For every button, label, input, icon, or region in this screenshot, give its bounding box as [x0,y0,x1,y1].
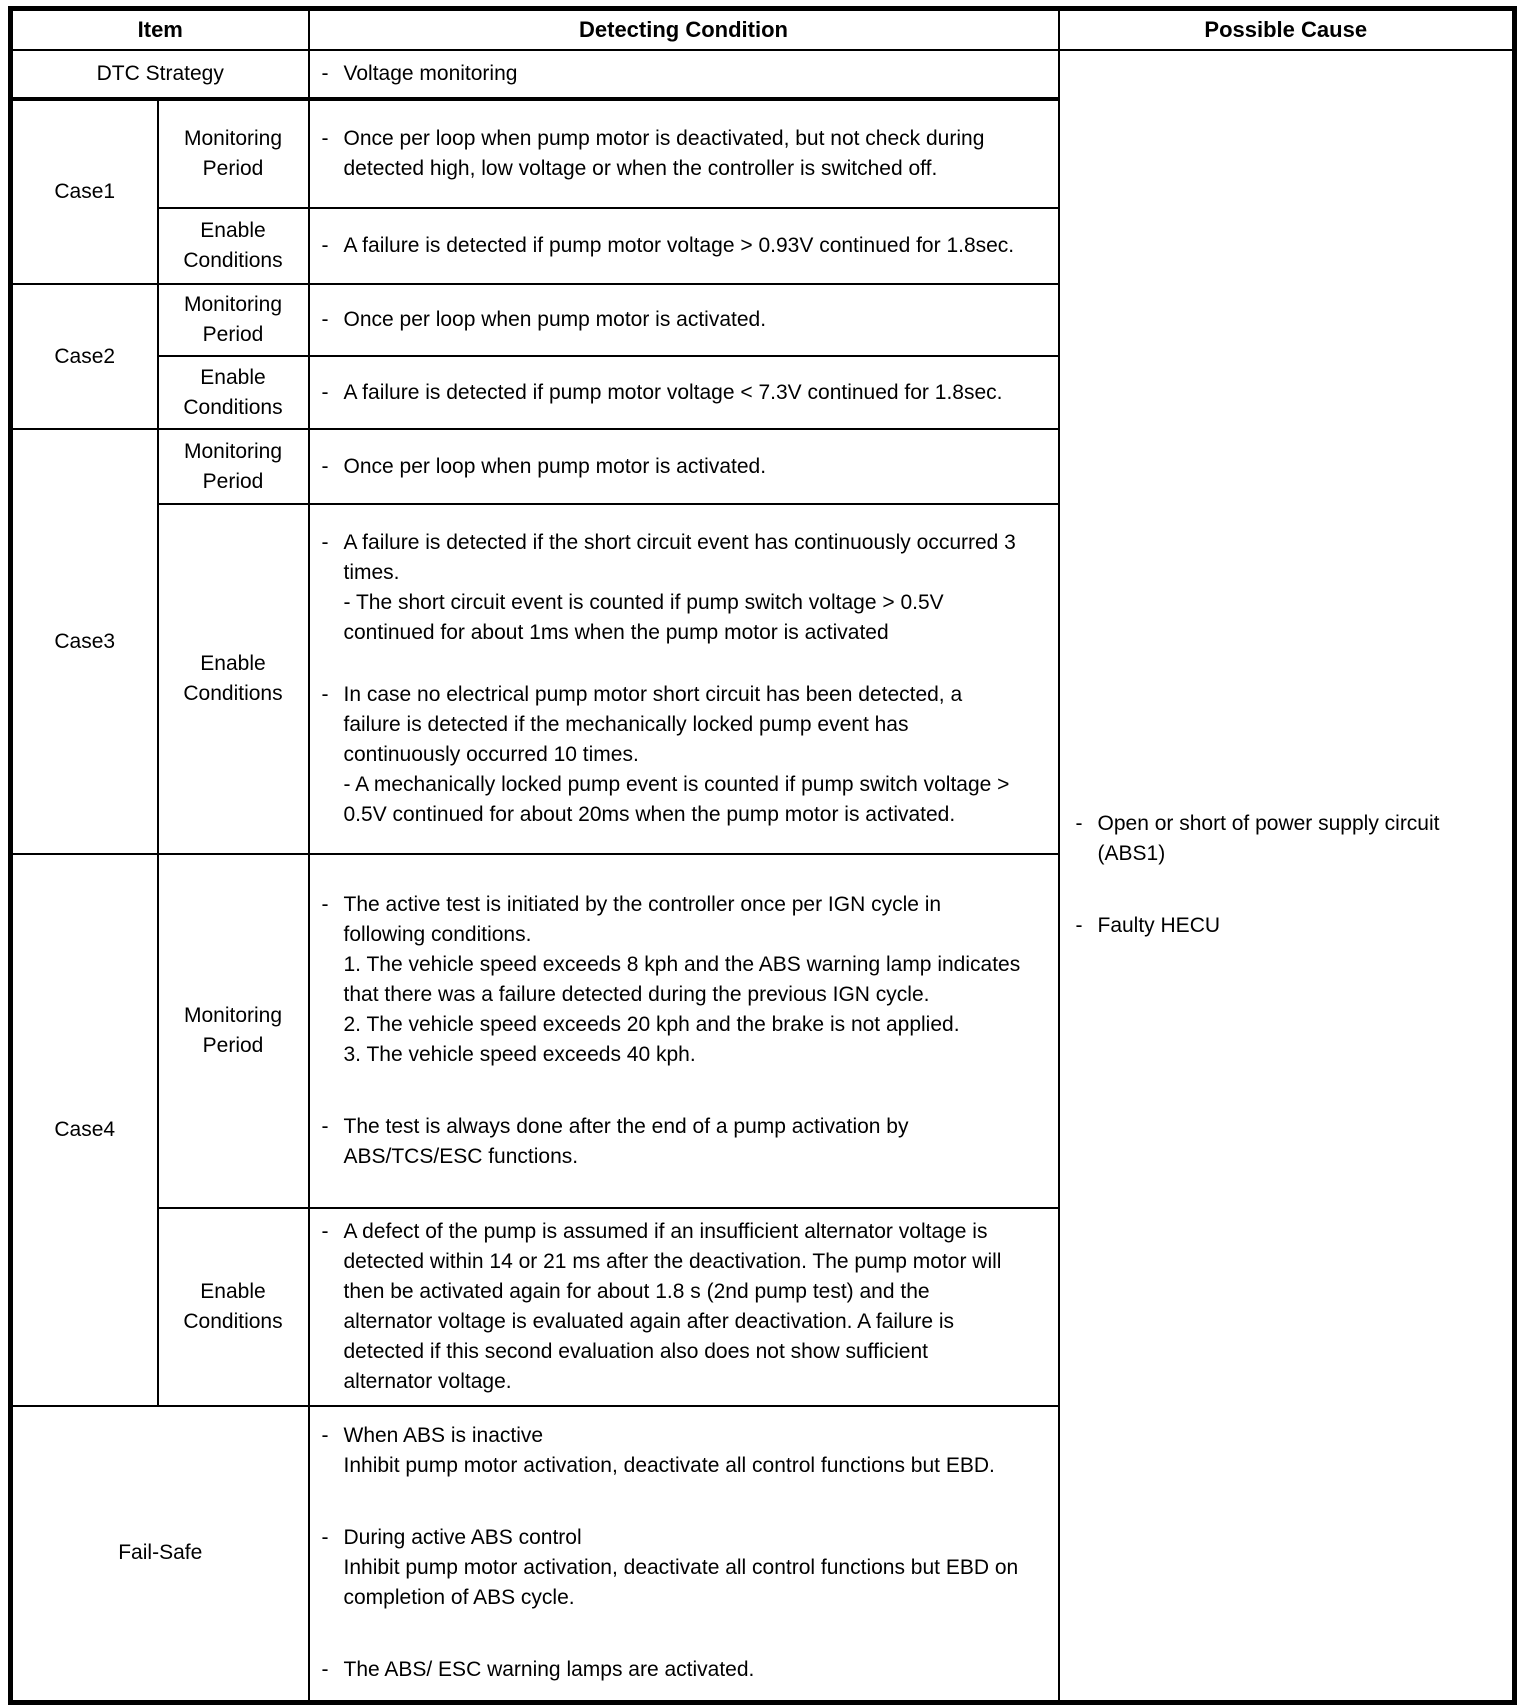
case3-label: Case3 [11,429,158,854]
case3-enable-label: Enable Conditions [158,504,309,854]
bullet-item: - Voltage monitoring [322,59,1022,89]
case4-label: Case4 [11,854,158,1406]
bullet-item: - In case no electrical pump motor short circuit has been detected, a failure is detected if the mechanically locked pump event has continuously occurred 10 times. [322,680,1022,770]
bullet-marker: - [321,234,329,257]
case1-monitoring-condition [309,99,1059,208]
row-dtc-strategy [11,50,1515,99]
paragraph-gap [322,648,1022,680]
bullet-marker: - [1075,914,1083,938]
bullet-item: - A failure is detected if the short circuit event has continuously occurred 3 times. [322,528,1022,588]
bullet-marker: - [321,1220,329,1243]
bullet-marker: - [321,1115,329,1138]
bullet-item: - A failure is detected if pump motor voltage < 7.3V continued for 1.8sec. [322,378,1022,408]
dtc-diagnostic-table [8,6,1517,1705]
case4-monitoring-condition [309,854,1059,1208]
continuation-line: Inhibit pump motor activation, deactivate all control functions but EBD on completion of ABS cycle. [343,1556,1019,1610]
paragraph-gap [322,1613,1022,1655]
header-detecting-condition: Detecting Condition [309,9,1059,51]
case2-enable-condition [309,356,1059,429]
case4-monitoring-label: Monitoring Period [158,854,309,1208]
paragraph-gap [322,1070,1022,1112]
bullet-item: - Once per loop when pump motor is deactivated, but not check during detected high, low voltage or when the controller is switched off. [322,124,1022,184]
bullet-item: - The active test is initiated by the controller once per IGN cycle in following conditions. [322,890,1022,950]
bullet-marker: - [321,62,329,85]
bullet-marker: - [1075,812,1083,836]
case2-enable-label: Enable Conditions [158,356,309,429]
bullet-marker: - [321,683,329,706]
case2-monitoring-condition [309,284,1059,356]
bullet-item: - Faulty HECU [1076,911,1485,941]
case1-enable-condition [309,208,1059,284]
case1-enable-label: Enable Conditions [158,208,309,284]
bullet-marker: - [321,1658,329,1682]
numbered-item: 1. The vehicle speed exceeds 8 kph and the ABS warning lamp indicates that there was a failure detected during the previous IGN cycle. [343,953,1021,1006]
table-header-row [11,9,1515,51]
possible-cause-cell [1059,50,1515,1702]
bullet-item: - Once per loop when pump motor is activated. [322,452,1022,482]
bullet-marker: - [321,454,329,478]
case4-enable-label: Enable Conditions [158,1208,309,1406]
sub-bullet-item: - A mechanically locked pump event is counted if pump switch voltage > 0.5V continued for about 20ms when the pump motor is activated. [343,773,1010,826]
bullet-marker: - [321,1424,329,1448]
dtc-strategy-condition [309,50,1059,99]
case3-monitoring-label: Monitoring Period [158,429,309,504]
bullet-marker: - [321,380,329,404]
bullet-marker: - [321,531,329,554]
bullet-item: - The ABS/ ESC warning lamps are activated. [322,1655,1022,1685]
fail-safe-condition [309,1406,1059,1702]
case2-monitoring-label: Monitoring Period [158,284,309,356]
bullet-item: - The test is always done after the end of a pump activation by ABS/TCS/ESC functions. [322,1112,1022,1172]
bullet-item: - When ABS is inactive [322,1421,1022,1451]
fail-safe-label: Fail-Safe [11,1406,309,1702]
case1-label: Case1 [11,99,158,284]
header-possible-cause: Possible Cause [1059,9,1515,51]
continuation-line: Inhibit pump motor activation, deactivate all control functions but EBD. [343,1454,995,1478]
bullet-marker: - [321,893,329,916]
bullet-item: - A defect of the pump is assumed if an insufficient alternator voltage is detected within 14 or 21 ms after the deactivation. The pump motor will then be activated again for about 1.8 s (2nd pump test) and the alternator voltage is evaluated again after deactivation. A failure is detected if this second evaluation also does not show sufficient alternator voltage. [322,1217,1022,1397]
sub-bullet-item: - The short circuit event is counted if pump switch voltage > 0.5V continued for about 1ms when the pump motor is activated [343,591,944,644]
numbered-item: 2. The vehicle speed exceeds 20 kph and the brake is not applied. [343,1013,960,1036]
header-item: Item [11,9,309,51]
case2-label: Case2 [11,284,158,429]
paragraph-gap [322,1481,1022,1523]
bullet-item: - Once per loop when pump motor is activated. [322,305,1022,335]
bullet-item: - During active ABS control [322,1523,1022,1553]
paragraph-gap [1076,869,1485,911]
bullet-marker: - [321,308,329,331]
bullet-item: - Open or short of power supply circuit (ABS1) [1076,809,1485,869]
case1-monitoring-label: Monitoring Period [158,99,309,208]
bullet-marker: - [321,127,329,150]
case4-enable-condition [309,1208,1059,1406]
numbered-item: 3. The vehicle speed exceeds 40 kph. [343,1043,696,1066]
case3-enable-condition [309,504,1059,854]
dtc-strategy-label: DTC Strategy [11,50,309,99]
bullet-marker: - [321,1526,329,1550]
bullet-item: - A failure is detected if pump motor voltage > 0.93V continued for 1.8sec. [322,231,1022,261]
case3-monitoring-condition [309,429,1059,504]
